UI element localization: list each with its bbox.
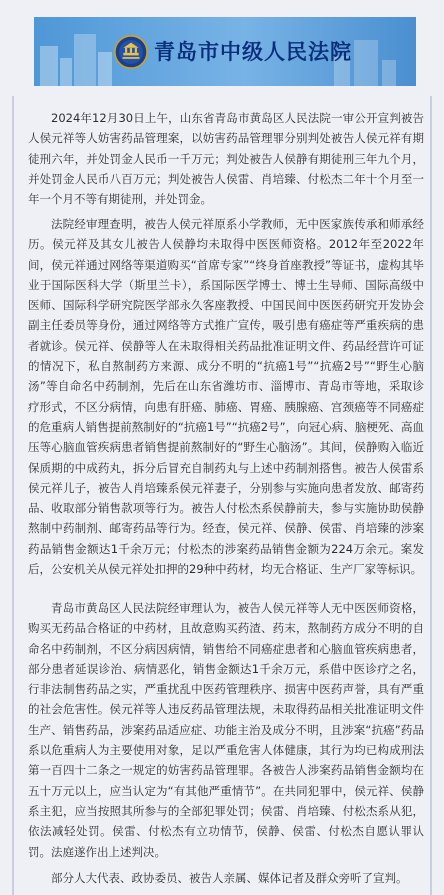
article-paragraph: 青岛市黄岛区人民法院经审理认为，被告人侯元祥等人无中医医师资格，购买无药品合格证的中药材，且故意购买药渣、药末，熬制药方成分不明的自命名中药制剂，不区分病因病情，销售给不同癌症患者和心脑血管疾病患者，部分患者延误诊治、病情恶化，销售金额达1千余万元，系借中医诊疗之名，行非法制售药品之实，严重扰乱中医药管理秩序、损害中医药声誉，具有严重的社会危害性。侯元祥等人违反药品管理法规，未取得药品相关批准证明文件生产、销售药品，涉案药品适应症、功能主治及成分不明，且涉案“抗癌”药品系以危重病人为主要使用对象，足以严重危害人体健康，其行为均已构成刑法第一百四十二条之一规定的妨害药品管理罪。各被告人涉案药品销售金额均在五十万元以上，应当认定为“有其他严重情节”。在共同犯罪中，侯元祥、侯静系主犯，应当按照其所参与的全部犯罪处罚；侯雷、肖培臻、付松杰系从犯，依法减轻处罚。侯雷、付松杰有立功情节，侯静、侯雷、付松杰自愿认罪认罚。法庭遂作出上述判决。: [28, 601, 424, 859]
court-banner: [34, 17, 416, 86]
article-paragraph: 法院经审理查明，被告人侯元祥原系小学教师，无中医家族传承和师承经历。侯元祥及其女儿被告人侯静均未取得中医医师资格。2012年至2022年间，侯元祥通过网络等渠道购买“首席专家”“终身首座教授”等证书，虚构其毕业于国际医科大学（斯里兰卡），系国际医学博士、博士生导师、国际高级中医师、国际科学研究院医学部永久客座教授、中国民间中医医药研究开发协会副主任委员等身份，通过网络等方式推广宣传，吸引患有癌症等严重疾病的患者就诊。侯元祥、侯静等人在未取得相关药品批准证明文件、药品经营许可证的情况下，私自熬制药方来源、成分不明的“抗癌1号”“抗癌2号”“野生心脑汤”等自命名中药制剂，先后在山东省潍坊市、淄博市、青岛市等地，采取诊疗形式，不区分病情，向患有肝癌、肺癌、胃癌、胰腺癌、宫颈癌等不同癌症的危重病人销售提前熬制好的“抗癌1号”“抗癌2号”，向冠心病、脑梗死、高血压等心脑血管疾病患者销售提前熬制好的“野生心脑汤”。其间，侯静购入临近保质期的中成药丸，拆分后冒充自制药丸与上述中药制剂搭售。被告人侯雷系侯元祥儿子，被告人肖培臻系侯元祥妻子，分别参与实施向患者发放、邮寄药品、收取部分销售款项等行为。被告人付松杰系侯静前夫，参与实施协助侯静熬制中药制剂、邮寄药品等行为。经查，侯元祥、侯静、侯雷、肖培臻的涉案药品销售金额达1千余万元；付松杰的涉案药品销售金额为224万余元。案发后，公安机关从侯元祥处扣押的29种中药材，均无合格证、生产厂家等标识。: [28, 217, 424, 577]
article-body: [12, 96, 432, 895]
building-silhouette: [74, 34, 96, 86]
national-emblem-icon: [114, 35, 148, 69]
article-paragraph: 部分人大代表、政协委员、被告人亲属、媒体记者及群众旁听了宣判。: [51, 871, 408, 885]
building-silhouette: [354, 40, 378, 86]
building-silhouette: [40, 46, 58, 86]
building-silhouette: [60, 58, 72, 86]
court-name-title: 青岛市中级人民法院: [154, 39, 352, 64]
building-silhouette: [98, 52, 112, 86]
building-silhouette: [382, 60, 396, 86]
article-paragraph: 2024年12月30日上午，山东省青岛市黄岛区人民法院一审公开宣判被告人侯元祥等人妨害药品管理案，以妨害药品管理罪分别判处被告人侯元祥有期徒刑六年，并处罚金人民币一千万元；判处被告人侯静有期徒刑三年九个月，并处罚金人民币八百万元；判处被告人侯雷、肖培臻、付松杰二年十个月至一年一个月不等有期徒刑，并处罚金。: [28, 111, 424, 207]
